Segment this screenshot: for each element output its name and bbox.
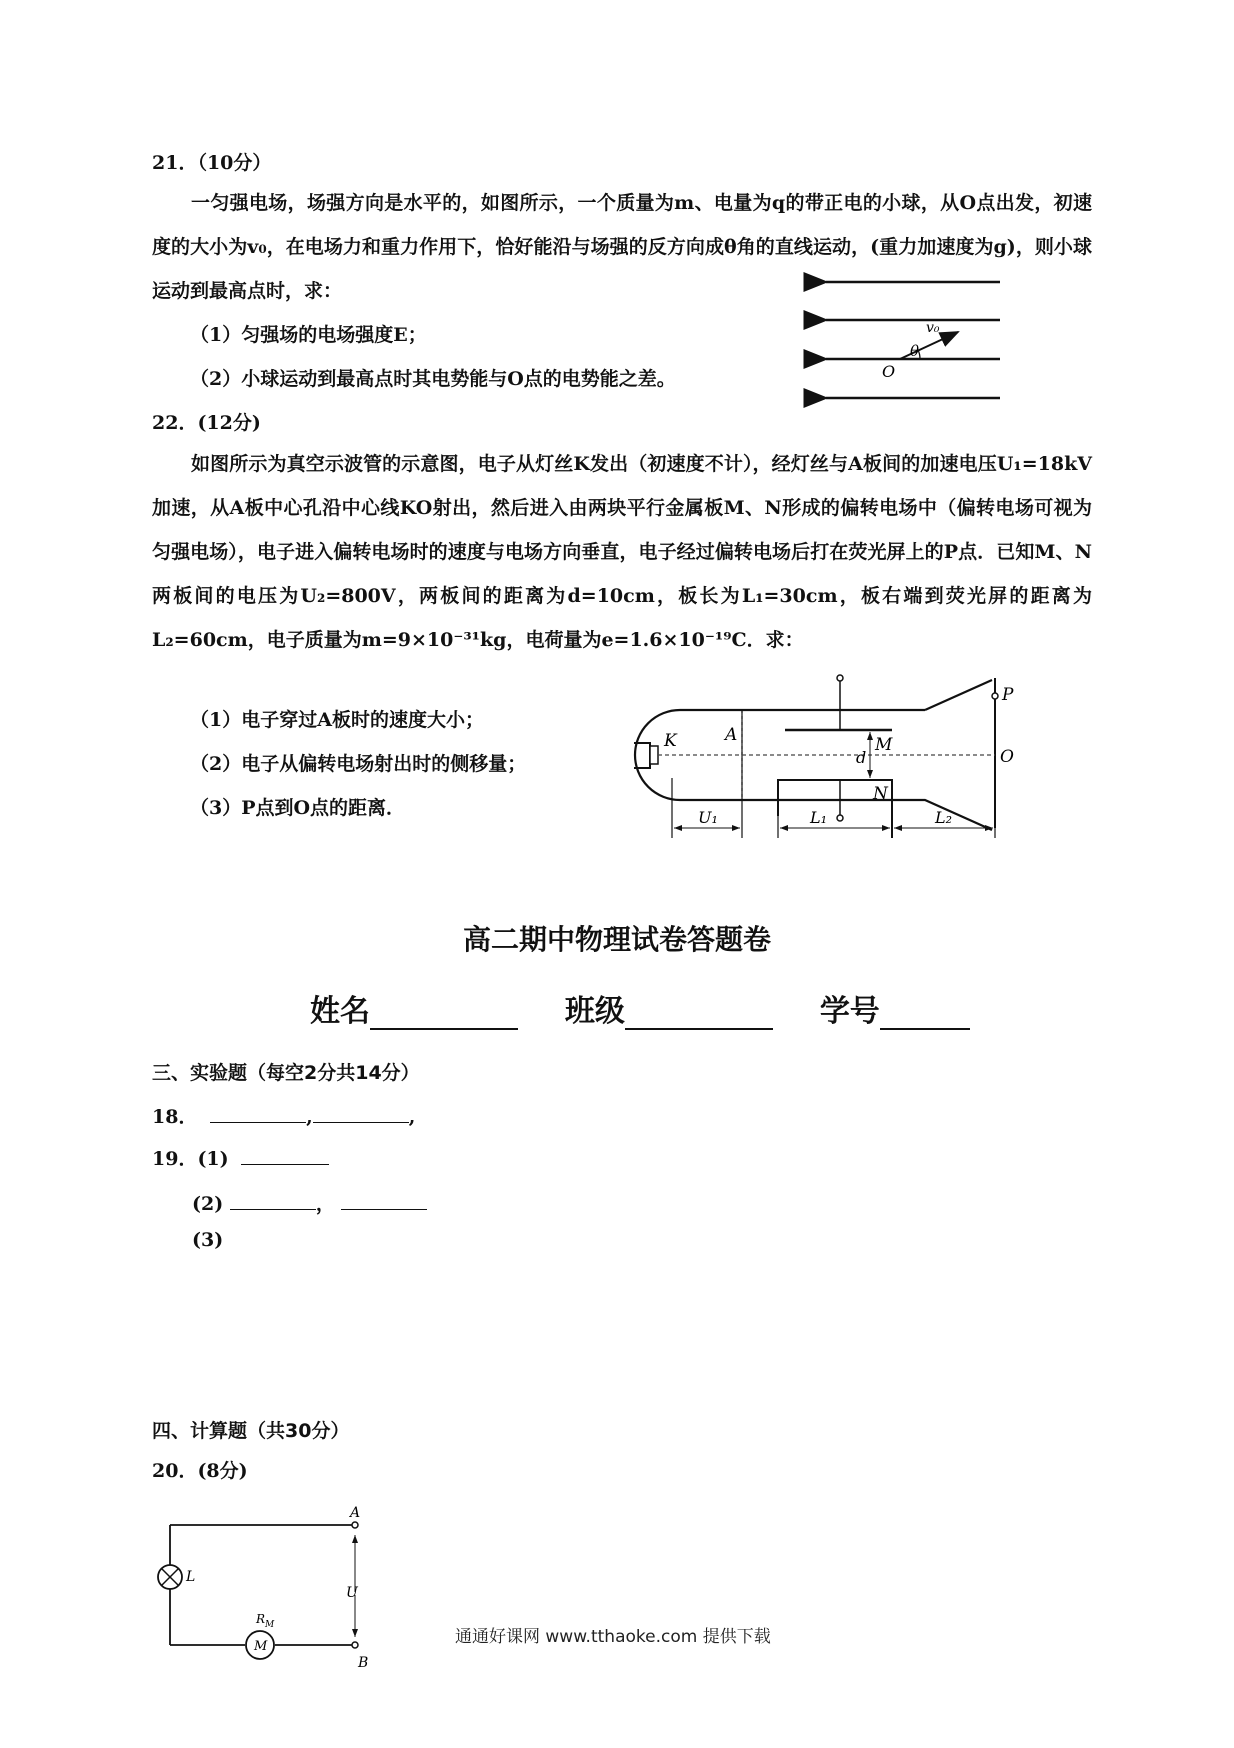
q21-sub1: （1）匀强场的电场强度E； [190,324,427,346]
label-u1: U₁ [698,808,718,827]
v0-label: v₀ [926,320,940,336]
q22-text: 如图所示为真空示波管的示意图，电子从灯丝K发出（初速度不计），经灯丝与A板间的加速电压U₁=18kV加速，从A板中心孔沿中心线KO射出，然后进入由两块平行金属板M、N形成的偏转电场中（偏转电场可视为匀强电场），电子进入偏转电场时的速度与电场方向垂直，电子经过偏转电场后打在荧光屏上的P点．已知M、N两板间的电压为U₂=800V，两板间的距离为d=10cm，板长为L₁=30cm，板右端到荧光屏的距离为L₂=60cm，电子质量为m=9×10⁻³¹kg，电荷量为e=1.6×10⁻¹⁹C．求： [152,453,1092,651]
q21-header: 21．（10分） [152,152,272,174]
origin-label: O [882,362,896,381]
student-id-label: 学号 [819,994,880,1029]
q21-field-diagram [820,270,1010,410]
student-id-field[interactable] [880,998,970,1030]
q22-sub3: （3）P点到O点的距离． [190,797,406,819]
q18-answer-row: 18． , , [152,1102,415,1130]
label-motor-m: M [254,1639,268,1654]
label-l2: L₂ [935,808,953,827]
q19-2-label: (2) [192,1193,224,1215]
answer-sheet-title: 高二期中物理试卷答题卷 [462,923,771,956]
q18-blank-2[interactable] [313,1102,409,1123]
label-d: d [856,748,867,767]
q18-label: 18． [152,1106,198,1128]
q19-2-blank-1[interactable] [230,1189,316,1210]
label-m: M [875,735,893,755]
q19-1-blank[interactable] [241,1144,329,1165]
q22-header: 22．(12分) [152,412,261,434]
q20-circuit-diagram [150,1505,380,1675]
label-n: N [873,784,888,804]
label-a: A [725,725,738,745]
section-3-heading: 三、实验题（每空2分共14分） [152,1062,420,1084]
label-a: A [350,1505,361,1521]
name-label: 姓名 [310,994,370,1029]
footer-source: 通通好课网 www.tthaoke.com 提供下载 [455,1627,771,1647]
q19-3-label: (3) [192,1229,224,1251]
point-p [992,693,998,699]
theta-label: θ [910,342,920,360]
q19-2-answer-row: (2) ， [192,1189,427,1217]
label-u: U [346,1585,358,1601]
name-field[interactable] [370,998,518,1030]
label-k: K [664,731,677,751]
label-rm: $R_M$ [256,1612,275,1630]
label-p: P [1002,685,1014,705]
terminal-b [352,1642,358,1648]
class-field[interactable] [625,998,773,1030]
q19-1-answer-row [152,1144,329,1172]
q21-text: 一匀强电场，场强方向是水平的，如图所示，一个质量为m、电量为q的带正电的小球，从O点出发，初速度的大小为v₀，在电场力和重力作用下，恰好能沿与场强的反方向成θ角的直线运动，(重力加速度为g)，则小球运动到最高点时，求： [152,192,1092,302]
terminal-a [352,1522,358,1528]
q21-sub2: （2）小球运动到最高点时其电势能与O点的电势能之差。 [190,368,676,390]
q22-sub2: （2）电子从偏转电场射出时的侧移量； [190,753,527,775]
class-label: 班级 [564,994,625,1029]
label-l1: L₁ [810,808,828,827]
oscilloscope-tube-diagram [630,668,1025,838]
label-b: B [358,1655,369,1671]
section-4-heading: 四、计算题（共30分） [152,1420,350,1442]
velocity-arrow [900,332,958,359]
q18-blank-1[interactable] [210,1102,306,1123]
student-info-line [310,986,970,1030]
label-o: O [1000,747,1014,767]
q19-2-blank-2[interactable] [341,1189,427,1210]
q20-header: 20．(8分) [152,1460,248,1482]
q19-1-label: 19．(1) [152,1148,229,1170]
label-l: L [186,1569,196,1585]
q22-sub1: （1）电子穿过A板时的速度大小； [190,709,484,731]
